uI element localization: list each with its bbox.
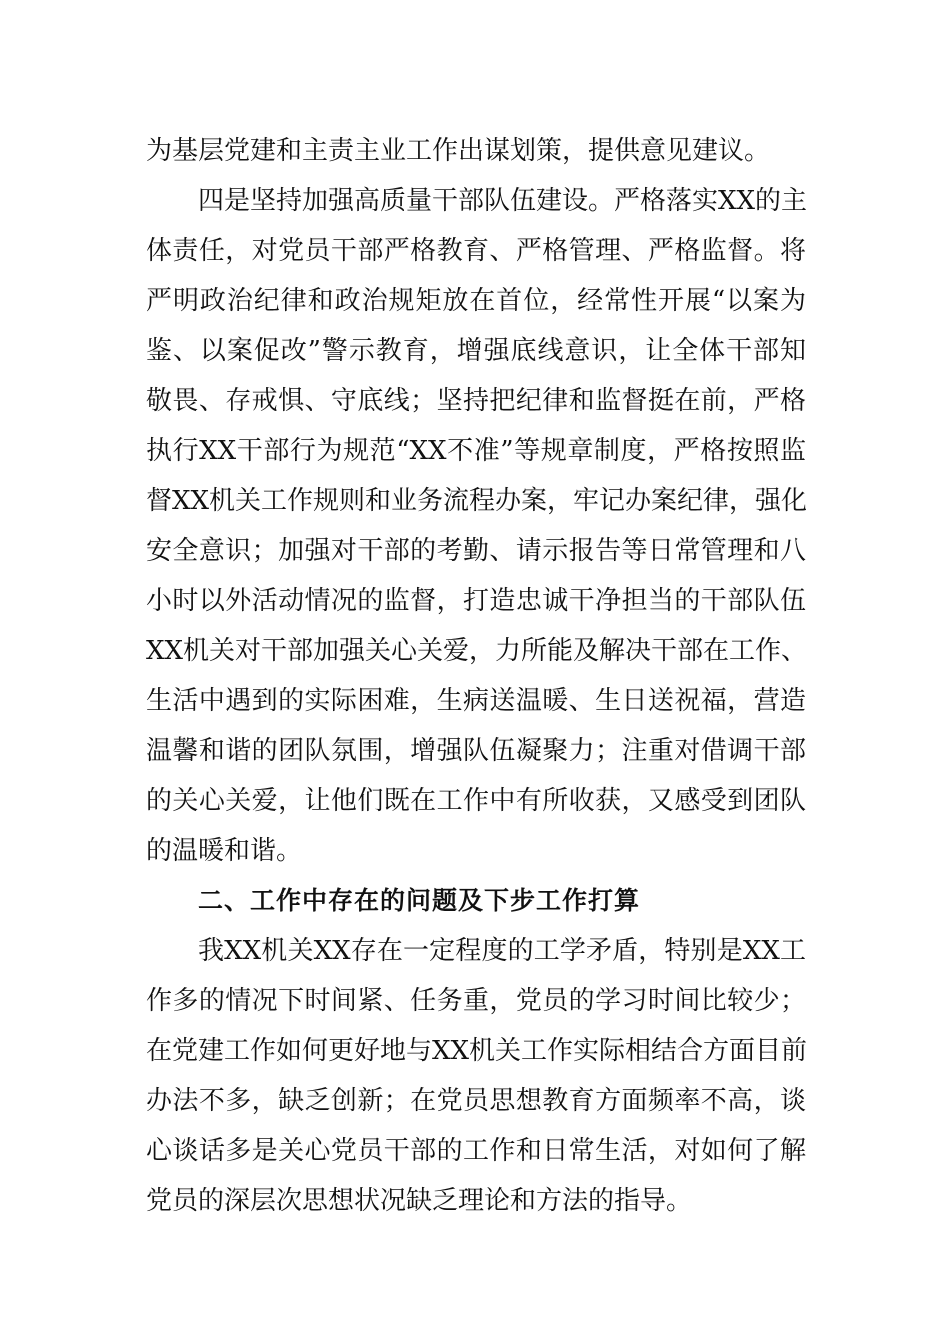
paragraph-3-line-5: 心谈话多是关心党员干部的工作和日常生活，对如何了解 <box>146 1136 806 1166</box>
paragraph-2-line-4: 鉴、以案促改”警示教育，增强底线意识，让全体干部知 <box>146 336 806 366</box>
paragraph-2-line-5: 敬畏、存戒惧、守底线；坚持把纪律和监督挺在前，严格 <box>146 386 806 416</box>
paragraph-1-line-1: 为基层党建和主责主业工作出谋划策，提供意见建议。 <box>146 136 771 166</box>
section-heading: 二、工作中存在的问题及下步工作打算 <box>198 886 641 915</box>
paragraph-2-line-8: 安全意识；加强对干部的考勤、请示报告等日常管理和八 <box>146 536 806 566</box>
paragraph-2-line-9: 小时以外活动情况的监督，打造忠诚干净担当的干部队伍 <box>146 586 806 616</box>
paragraph-2-line-11: 生活中遇到的实际困难，生病送温暖、生日送祝福，营造 <box>146 686 806 716</box>
paragraph-3-line-4: 办法不多，缺乏创新；在党员思想教育方面频率不高，谈 <box>146 1086 806 1116</box>
paragraph-3-line-3: 在党建工作如何更好地与XX机关工作实际相结合方面目前 <box>146 1036 808 1066</box>
paragraph-2-line-14: 的温暖和谐。 <box>146 836 303 866</box>
paragraph-2-line-1: 四是坚持加强高质量干部队伍建设。严格落实XX的主 <box>198 186 808 216</box>
paragraph-2-line-6: 执行XX干部行为规范“XX不准”等规章制度，严格按照监 <box>146 436 806 466</box>
paragraph-2-line-3: 严明政治纪律和政治规矩放在首位，经常性开展“以案为 <box>146 286 806 316</box>
paragraph-3-line-6: 党员的深层次思想状况缺乏理论和方法的指导。 <box>146 1186 693 1216</box>
paragraph-3-line-1: 我XX机关XX存在一定程度的工学矛盾，特别是XX工 <box>198 936 806 966</box>
paragraph-2-line-13: 的关心关爱，让他们既在工作中有所收获，又感受到团队 <box>146 786 806 816</box>
paragraph-2-line-12: 温馨和谐的团队氛围，增强队伍凝聚力；注重对借调干部 <box>146 736 806 766</box>
paragraph-2-line-7: 督XX机关工作规则和业务流程办案，牢记办案纪律，强化 <box>146 486 808 516</box>
paragraph-2-line-2: 体责任，对党员干部严格教育、严格管理、严格监督。将 <box>146 236 806 266</box>
paragraph-3-line-2: 作多的情况下时间紧、任务重，党员的学习时间比较少； <box>146 986 806 1016</box>
paragraph-2-line-10: XX机关对干部加强关心关爱，力所能及解决干部在工作、 <box>146 636 808 666</box>
